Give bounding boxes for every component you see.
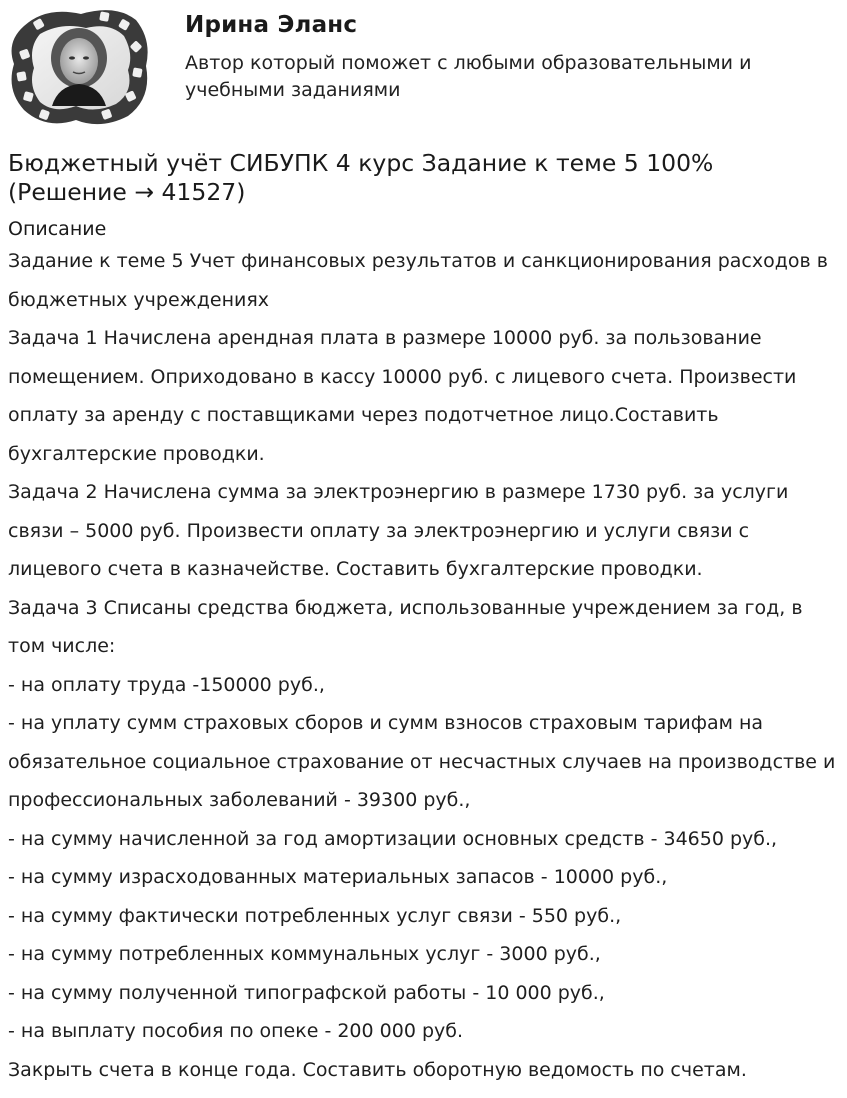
description-section — [8, 216, 840, 1089]
list-item: - на сумму израсходованных материальных запасов - 10000 руб., — [8, 866, 668, 888]
page-title: Бюджетный учёт СИБУПК 4 курс Задание к теме 5 100% (Решение → 41527) — [8, 149, 714, 206]
list-item: - на сумму полученной типографской работы - 10 000 руб., — [8, 981, 605, 1004]
description-body — [8, 242, 840, 1089]
list-item: - на уплату сумм страховых сборов и сумм взносов страховым тарифам на обязательное социальное страхование от несчастных случаев на производстве и профессиональных заболеваний - 39300 руб., — [8, 712, 836, 811]
list-item: - на выплату пособия по опеке - 200 000 руб. — [8, 1020, 464, 1042]
author-header — [0, 0, 847, 140]
paragraph: Закрыть счета в конце года. Составить оборотную ведомость по счетам. — [8, 1058, 747, 1081]
film-reel-portrait-avatar-icon — [6, 6, 152, 128]
author-bio: Автор который поможет с любыми образовательными и учебными заданиями — [185, 52, 752, 101]
list-item: - на сумму начисленной за год амортизации основных средств - 34650 руб., — [8, 827, 778, 850]
author-name[interactable]: Ирина Эланс — [185, 12, 358, 38]
avatar[interactable] — [6, 6, 152, 128]
paragraph: Задача 1 Начислена арендная плата в размере 10000 руб. за пользование помещением. Оприходовано в кассу 10000 руб. с лицевого счета. Произвести оплату за аренду с поставщиками через подотчетное лицо.Составить бухгалтерские проводки. — [8, 327, 797, 465]
description-label: Описание — [8, 218, 107, 240]
paragraph: Задача 2 Начислена сумма за электроэнергию в размере 1730 руб. за услуги связи – 5000 руб. Произвести оплату за электроэнергию и услуги связи с лицевого счета в казначействе. Составить бухгалтерские проводки. — [8, 481, 789, 580]
paragraph: Задание к теме 5 Учет финансовых результатов и санкционирования расходов в бюджетных учреждениях — [8, 250, 828, 311]
paragraph: Задача 3 Списаны средства бюджета, использованные учреждением за год, в том числе: — [8, 596, 803, 657]
list-item: - на оплату труда -150000 руб., — [8, 673, 325, 696]
list-item: - на сумму потребленных коммунальных услуг - 3000 руб., — [8, 943, 601, 965]
list-item: - на сумму фактически потребленных услуг связи - 550 руб., — [8, 904, 622, 927]
